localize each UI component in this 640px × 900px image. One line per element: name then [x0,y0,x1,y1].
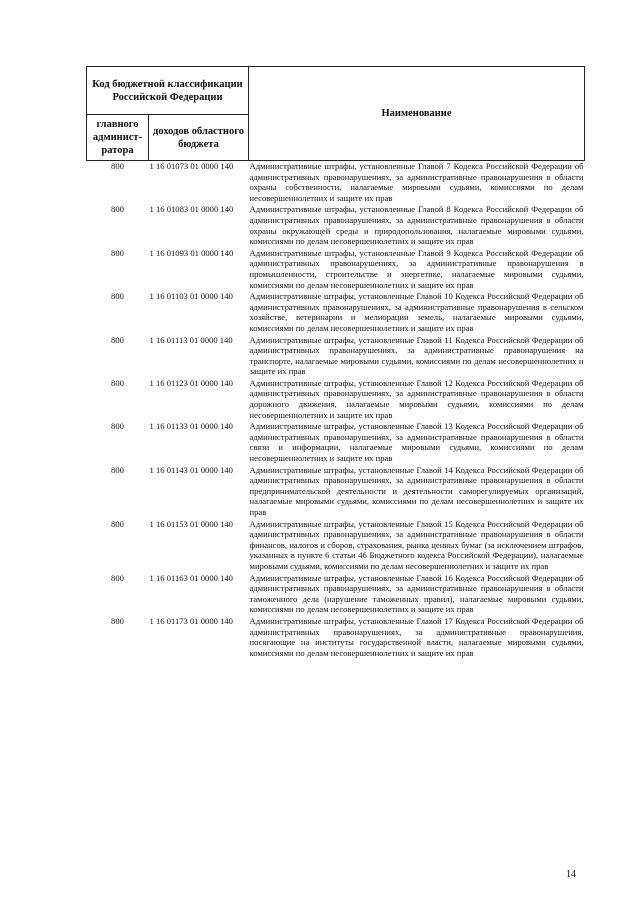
table-row [87,248,585,291]
name-cell: Административные штрафы, установленные Главой 14 Кодекса Российской Федерации об административных правонарушениях, за административные правонарушения в области предпринимательской деятельности и деятельности саморегулируемых организаций, налагаемые мировыми судьями, комиссиями по делам несовершеннолетних и защите их прав [249,464,584,517]
income-code-cell: 1 16 01083 01 0000 140 [149,204,234,215]
table-row [87,204,585,247]
income-code-cell: 1 16 01173 01 0000 140 [149,615,233,626]
income-code-cell: 1 16 01143 01 0000 140 [149,464,233,475]
income-code-cell: 1 16 01073 01 0000 140 [149,161,234,171]
table-row [87,378,585,421]
table-row [87,421,585,464]
header-income: доходов областного бюджета [149,115,249,161]
name-cell: Административные штрафы, установленные Главой 8 Кодекса Российской Федерации об административных правонарушениях, за административные правонарушения в области охраны окружающей среды и природопользования, налагаемые мировыми судьями, комиссиями по делам несовершеннолетних и защите их прав [249,204,584,247]
admin-code-cell: 800 [111,464,124,475]
page-number: 14 [566,869,576,880]
income-code-cell: 1 16 01103 01 0000 140 [149,291,233,302]
table-row [87,335,585,378]
name-cell: Административные штрафы, установленные Главой 10 Кодекса Российской Федерации об административных правонарушениях, за административные правонарушения в сельском хозяйстве, ветеринарии и мелиорации земель, налагаемые мировыми судьями, комиссиями по делам несовершеннолетних и защите их прав [249,291,584,333]
admin-code-cell: 800 [111,377,124,388]
admin-code-cell: 800 [111,334,124,345]
name-cell: Административные штрафы, установленные Главой 9 Кодекса Российской Федерации об административных правонарушениях, за административные правонарушения в промышленности, строительстве и энергетике, налагаемые мировыми судьями, комиссиями по делам несовершеннолетних и защите их прав [249,247,584,290]
admin-code-cell: 800 [111,518,124,529]
table-row [87,519,585,573]
admin-code-cell: 800 [111,291,124,302]
table-row [87,465,585,519]
header-code-group: Код бюджетной классификации Российской Федерации [87,67,249,115]
name-cell: Административные штрафы, установленные Главой 11 Кодекса Российской Федерации об административных правонарушениях, за административные правонарушения на транспорте, налагаемые мировыми судьями, комиссиями по делам несовершеннолетних и защите их прав [249,334,584,377]
table-row [87,161,585,205]
table-row [87,616,585,659]
admin-code-cell: 800 [111,247,124,258]
admin-code-cell: 800 [111,161,124,171]
admin-code-cell: 800 [111,572,124,583]
name-cell: Административные штрафы, установленные Главой 13 Кодекса Российской Федерации об административных правонарушениях, за административные правонарушения в области связи и информации, налагаемые мировыми судьями, комиссиями по делам несовершеннолетних и защите их прав [249,421,584,464]
header-name: Наименование [249,67,585,161]
table-header [87,67,585,161]
income-code-cell: 1 16 01153 01 0000 140 [149,518,233,529]
budget-classification-table [86,66,585,659]
name-cell: Административные штрафы, установленные Главой 12 Кодекса Российской Федерации об административных правонарушениях, за административные правонарушения в области дорожного движения, налагаемые мировыми судьями, комиссиями по делам несовершеннолетних и защите их прав [249,377,584,420]
admin-code-cell: 800 [111,421,124,432]
name-cell: Административные штрафы, установленные Главой 16 Кодекса Российской Федерации об административных правонарушениях, за административные правонарушения в области таможенного дела (нарушение таможенных правил), налагаемые мировыми судьями, комиссиями по делам несовершеннолетних и защите их прав [249,572,584,615]
income-code-cell: 1 16 01133 01 0000 140 [149,421,233,432]
name-cell: Административные штрафы, установленные Главой 17 Кодекса Российской Федерации об административных правонарушениях, за административные правонарушения, посягающие на институты государственной власти, налагаемые мировыми судьями, комиссиями по делам несовершеннолетних и защите их прав [249,615,584,658]
table-body [87,161,585,660]
name-cell: Административные штрафы, установленные Главой 7 Кодекса Российской Федерации об административных правонарушениях, за административные правонарушения в области охраны собственности, налагаемые мировыми судьями, комиссиями по делам несовершеннолетних и защите их прав [249,161,584,203]
income-code-cell: 1 16 01093 01 0000 140 [149,247,234,258]
header-admin: главного админист-ратора [87,115,149,161]
income-code-cell: 1 16 01113 01 0000 140 [149,334,233,345]
table-row [87,573,585,616]
table-row [87,291,585,334]
admin-code-cell: 800 [111,615,124,626]
income-code-cell: 1 16 01163 01 0000 140 [149,572,233,583]
income-code-cell: 1 16 01123 01 0000 140 [149,377,233,388]
name-cell: Административные штрафы, установленные Главой 15 Кодекса Российской Федерации об административных правонарушениях, за административные правонарушения в области финансов, налогов и сборов, страхования, рынка ценных бумаг (за исключением штрафов, указанных в пункте 6 статьи 46 Бюджетного кодекса Российской Федерации), налагаемые мировыми судьями, комиссиями по делам несовершеннолетних и защите их прав [249,518,584,571]
admin-code-cell: 800 [111,204,124,215]
